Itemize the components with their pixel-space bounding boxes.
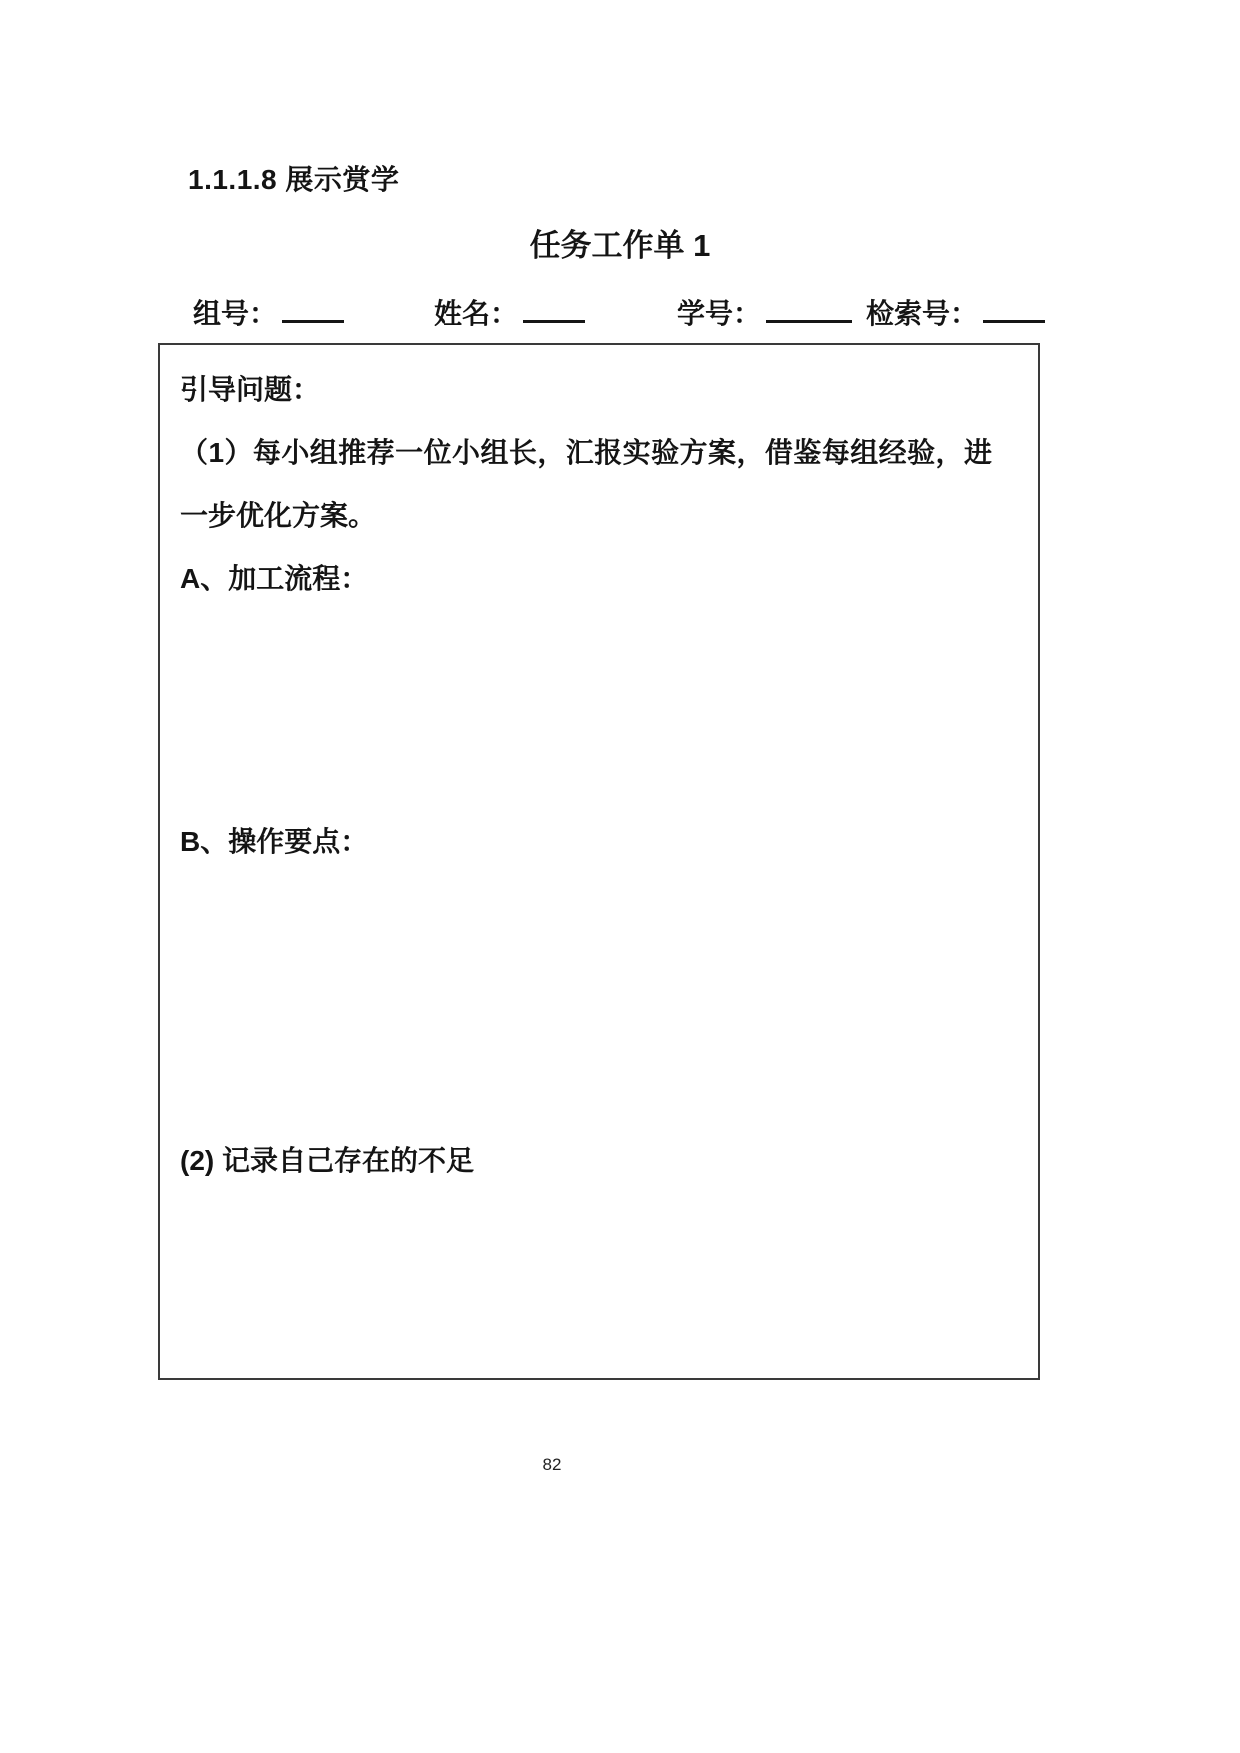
group-number-label: 组号： xyxy=(193,298,278,329)
item-1-text: （1）每小组推荐一位小组长，汇报实验方案，借鉴每组经验，进一步优化方案。 xyxy=(180,437,992,531)
search-number-field xyxy=(866,292,1045,332)
worksheet-box xyxy=(158,343,1040,1380)
name-field xyxy=(434,292,585,332)
guide-questions-heading: 引导问题： xyxy=(180,374,321,405)
student-id-blank[interactable] xyxy=(766,319,852,323)
group-number-blank[interactable] xyxy=(282,319,344,323)
name-blank[interactable] xyxy=(523,319,585,323)
search-number-label: 检索号： xyxy=(866,298,979,329)
page-number: 82 xyxy=(542,1455,562,1474)
student-id-label: 学号： xyxy=(677,298,762,329)
search-number-blank[interactable] xyxy=(983,319,1045,323)
item-b-label: B、操作要点： xyxy=(180,826,369,857)
item-a-label: A、加工流程： xyxy=(180,563,369,594)
group-number-field xyxy=(193,292,344,332)
student-id-field xyxy=(677,292,852,332)
section-heading: 1.1.1.8 展示赏学 xyxy=(188,164,400,195)
student-info-line xyxy=(193,292,1063,332)
name-label: 姓名： xyxy=(434,298,519,329)
worksheet-title: 任务工作单 1 xyxy=(529,228,711,263)
item-2-label: (2) 记录自己存在的不足 xyxy=(180,1145,475,1176)
